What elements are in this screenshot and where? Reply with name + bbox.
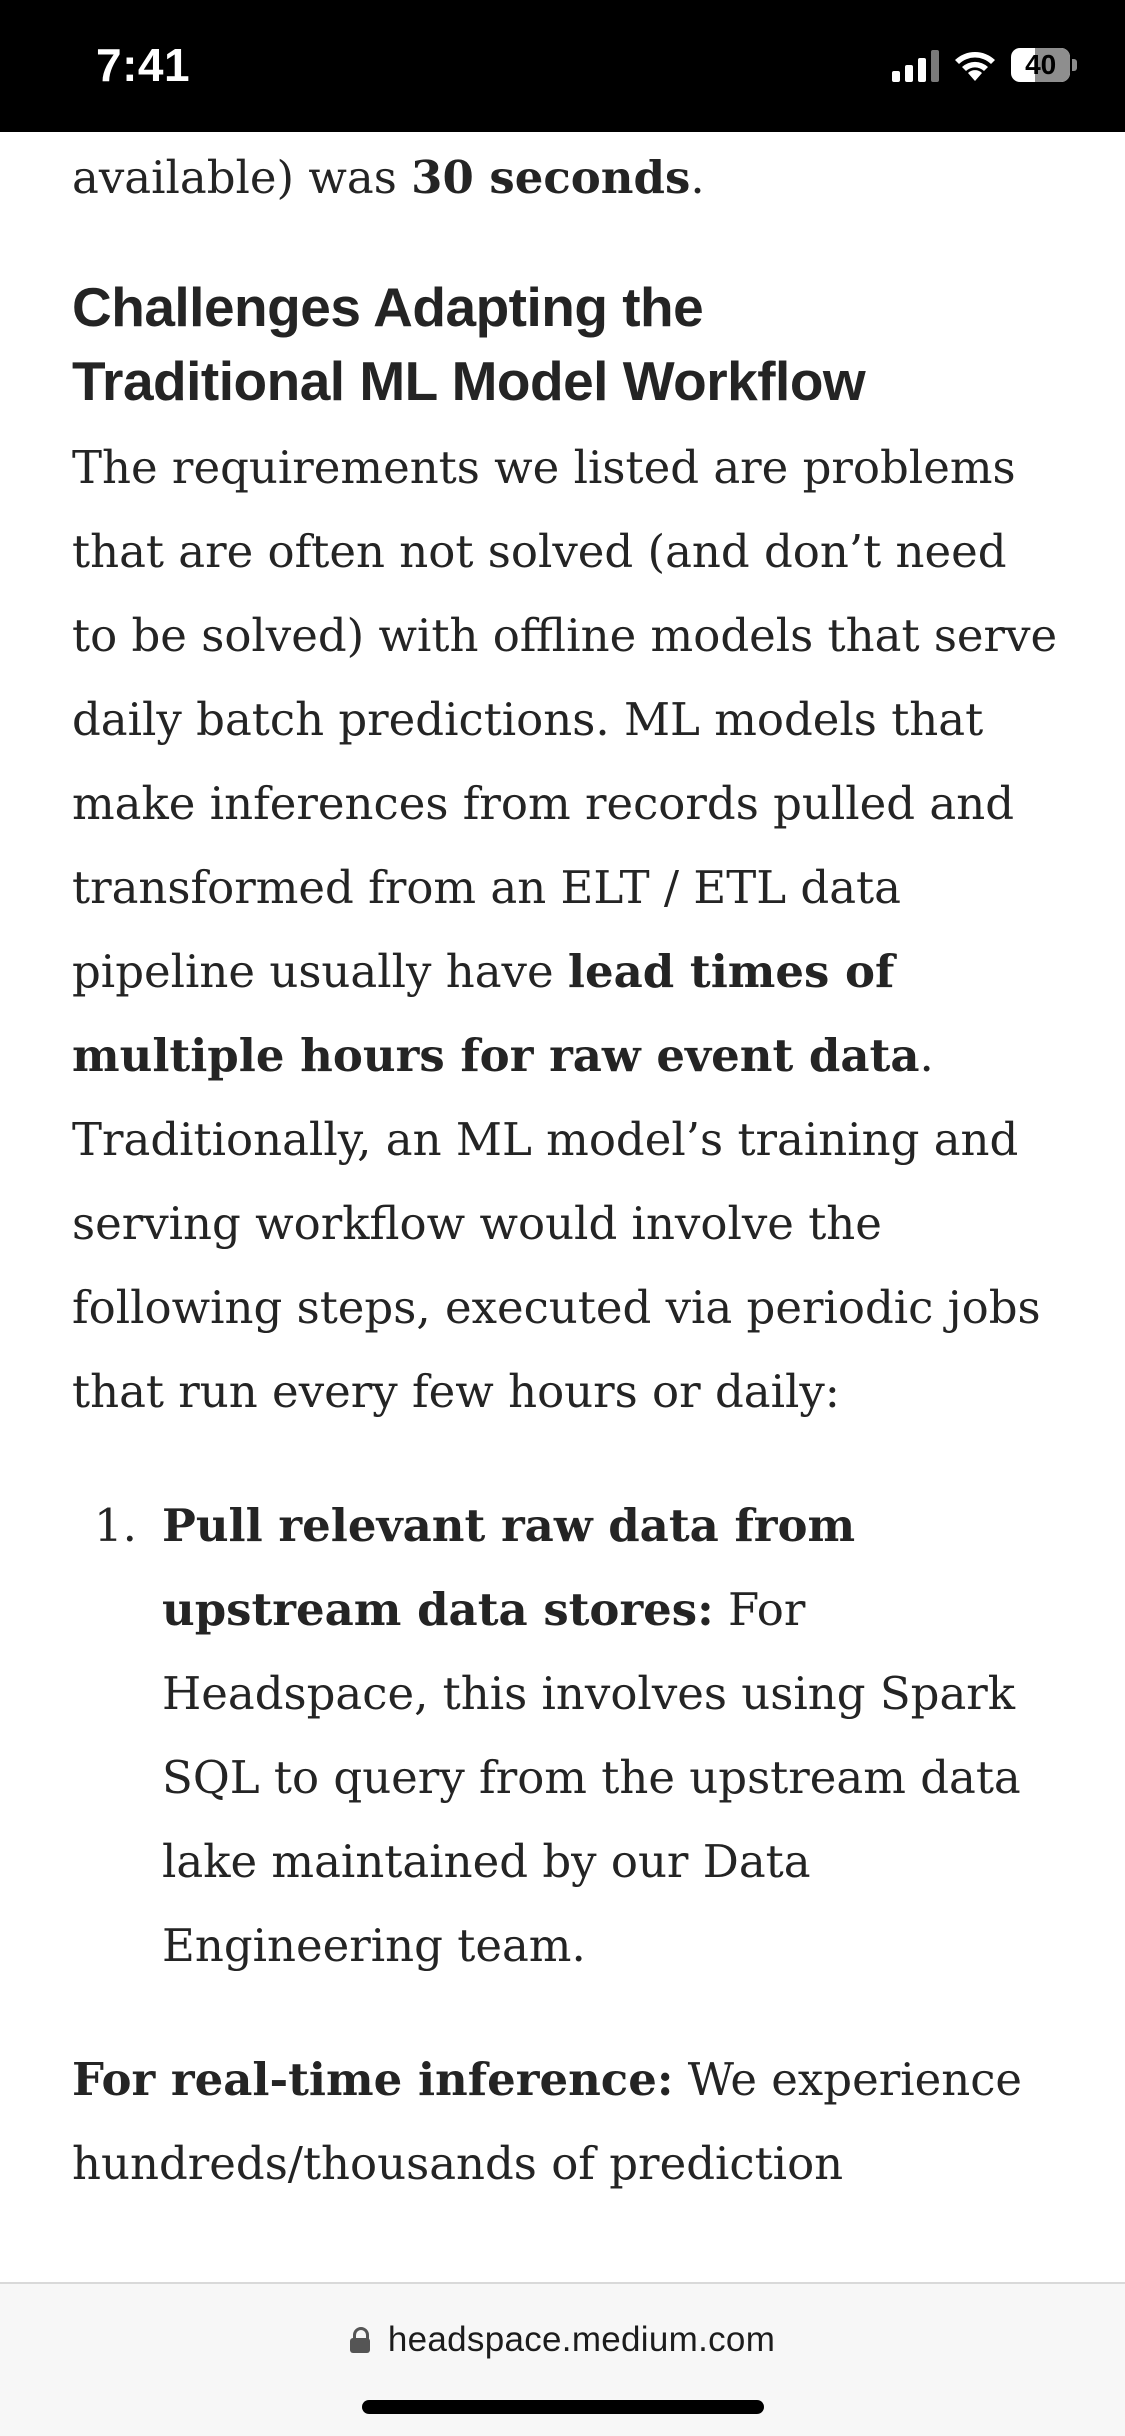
lead-sentence bbox=[72, 136, 1062, 220]
heading-line-2: Traditional ML Model Workflow bbox=[72, 350, 866, 412]
realtime-bold-text: For real-time inference: bbox=[72, 2053, 674, 2106]
realtime-text: We experience hundreds/thousands of prediction bbox=[72, 2053, 1023, 2190]
paragraph-bold-text: lead times of multiple hours for raw event data bbox=[72, 945, 920, 1082]
status-time: 7:41 bbox=[96, 39, 191, 91]
list-item-text: For Headspace, this involves using Spark SQL to query from the upstream data lake maintained by our Data Engineering team. bbox=[162, 1583, 1021, 1972]
status-bar bbox=[0, 0, 1125, 132]
steps-list bbox=[72, 1484, 1062, 1988]
home-indicator[interactable] bbox=[362, 2400, 764, 2414]
lead-bold-text: 30 seconds bbox=[411, 151, 691, 204]
list-item bbox=[72, 1484, 1062, 1988]
battery-cap bbox=[1072, 59, 1077, 71]
lead-text: available) was bbox=[72, 151, 412, 204]
lead-end: . bbox=[690, 151, 705, 204]
url-text[interactable]: headspace.medium.com bbox=[387, 2320, 776, 2359]
address-bar[interactable] bbox=[0, 2320, 1125, 2360]
wifi-icon bbox=[953, 48, 997, 82]
paragraph-text-2: . Traditionally, an ML model’s training and serving workflow would involve the following steps, executed via periodic jobs that run every few hours or daily: bbox=[72, 1029, 1041, 1418]
paragraph-text-1: The requirements we listed are problems that are often not solved (and don’t need to be solved) with offline models that serve daily batch predictions. ML models that make inferences from records pulled and transformed from an ELT / ETL data pipeline usually have bbox=[72, 441, 1058, 998]
section-heading bbox=[72, 270, 1062, 418]
lock-icon bbox=[350, 2327, 370, 2353]
list-item-content bbox=[162, 1484, 1062, 1988]
battery-body bbox=[1011, 48, 1070, 82]
list-item-bold-text: Pull relevant raw data from upstream data stores: bbox=[162, 1499, 856, 1636]
battery-icon bbox=[1011, 48, 1077, 82]
status-icons bbox=[892, 48, 1077, 82]
body-paragraph bbox=[72, 426, 1062, 1434]
cellular-signal-icon bbox=[892, 48, 939, 82]
heading-line-1: Challenges Adapting the bbox=[72, 276, 704, 338]
battery-level-text: 40 bbox=[1025, 49, 1057, 80]
realtime-paragraph bbox=[72, 2038, 1062, 2206]
list-item-number: 1. bbox=[94, 1499, 137, 1552]
article-body bbox=[72, 132, 1062, 2282]
